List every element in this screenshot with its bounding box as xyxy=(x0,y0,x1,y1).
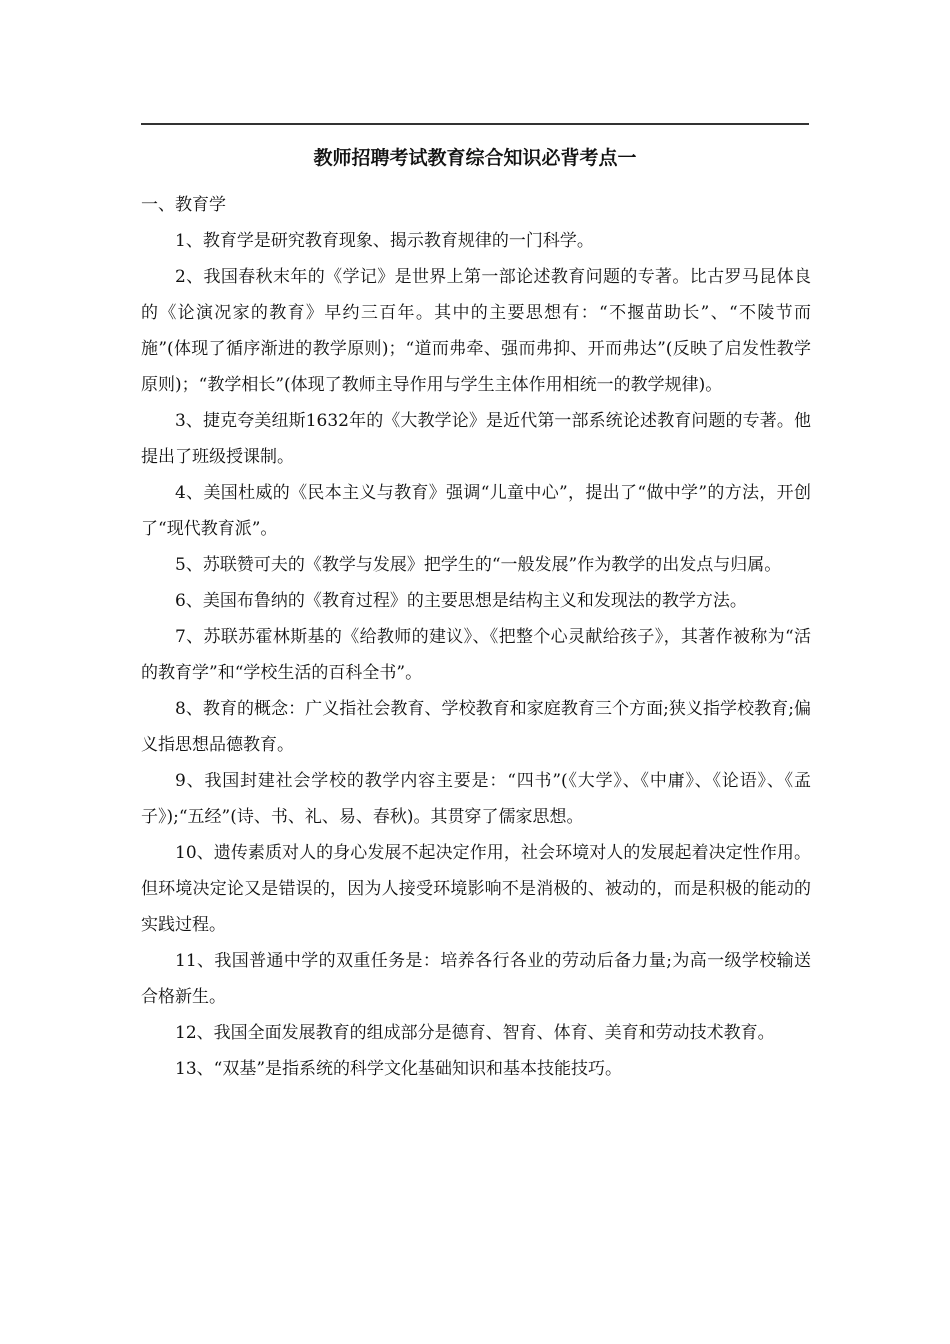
paragraph-4: 4、美国杜威的《民本主义与教育》强调“儿童中心”，提出了“做中学”的方法，开创了“现代教育派”。 xyxy=(141,483,811,539)
paragraph-1: 1、教育学是研究教育现象、揭示教育规律的一门科学。 xyxy=(175,231,594,251)
paragraph-10: 10、遗传素质对人的身心发展不起决定作用，社会环境对人的发展起着决定性作用。但环境决定论又是错误的，因为人接受环境影响不是消极的、被动的，而是积极的能动的实践过程。 xyxy=(141,843,811,935)
paragraph-6: 6、美国布鲁纳的《教育过程》的主要思想是结构主义和发现法的教学方法。 xyxy=(175,591,747,611)
section-heading: 一、教育学 xyxy=(141,195,226,215)
paragraph-5: 5、苏联赞可夫的《教学与发展》把学生的“一般发展”作为教学的出发点与归属。 xyxy=(175,555,782,575)
paragraph-13: 13、“双基”是指系统的科学文化基础知识和基本技能技巧。 xyxy=(175,1059,623,1079)
paragraph-8: 8、教育的概念：广义指社会教育、学校教育和家庭教育三个方面;狭义指学校教育;偏义指思想品德教育。 xyxy=(141,699,811,755)
paragraph-2: 2、我国春秋末年的《学记》是世界上第一部论述教育问题的专著。比古罗马昆体良的《论演况家的教育》早约三百年。其中的主要思想有：“不揠苗助长”、“不陵节而施”(体现了循序渐进的教学原则)；“道而弗牵、强而弗抑、开而弗达”(反映了启发性教学原则)；“教学相长”(体现了教师主导作用与学生主体作用相统一的教学规律)。 xyxy=(141,267,811,395)
paragraph-11: 11、我国普通中学的双重任务是：培养各行各业的劳动后备力量;为高一级学校输送合格新生。 xyxy=(141,951,811,1007)
paragraph-7: 7、苏联苏霍林斯基的《给教师的建议》、《把整个心灵献给孩子》，其著作被称为“活的教育学”和“学校生活的百科全书”。 xyxy=(141,627,811,683)
header-rule xyxy=(141,123,809,125)
document-body xyxy=(141,187,811,1087)
paragraph-12: 12、我国全面发展教育的组成部分是德育、智育、体育、美育和劳动技术教育。 xyxy=(175,1023,775,1043)
document-title: 教师招聘考试教育综合知识必背考点一 xyxy=(313,147,637,169)
paragraph-3: 3、捷克夸美纽斯1632年的《大教学论》是近代第一部系统论述教育问题的专著。他提出了班级授课制。 xyxy=(141,411,811,467)
paragraph-9: 9、我国封建社会学校的教学内容主要是：“四书”(《大学》、《中庸》、《论语》、《孟子》);“五经”(诗、书、礼、易、春秋)。其贯穿了儒家思想。 xyxy=(141,771,811,827)
